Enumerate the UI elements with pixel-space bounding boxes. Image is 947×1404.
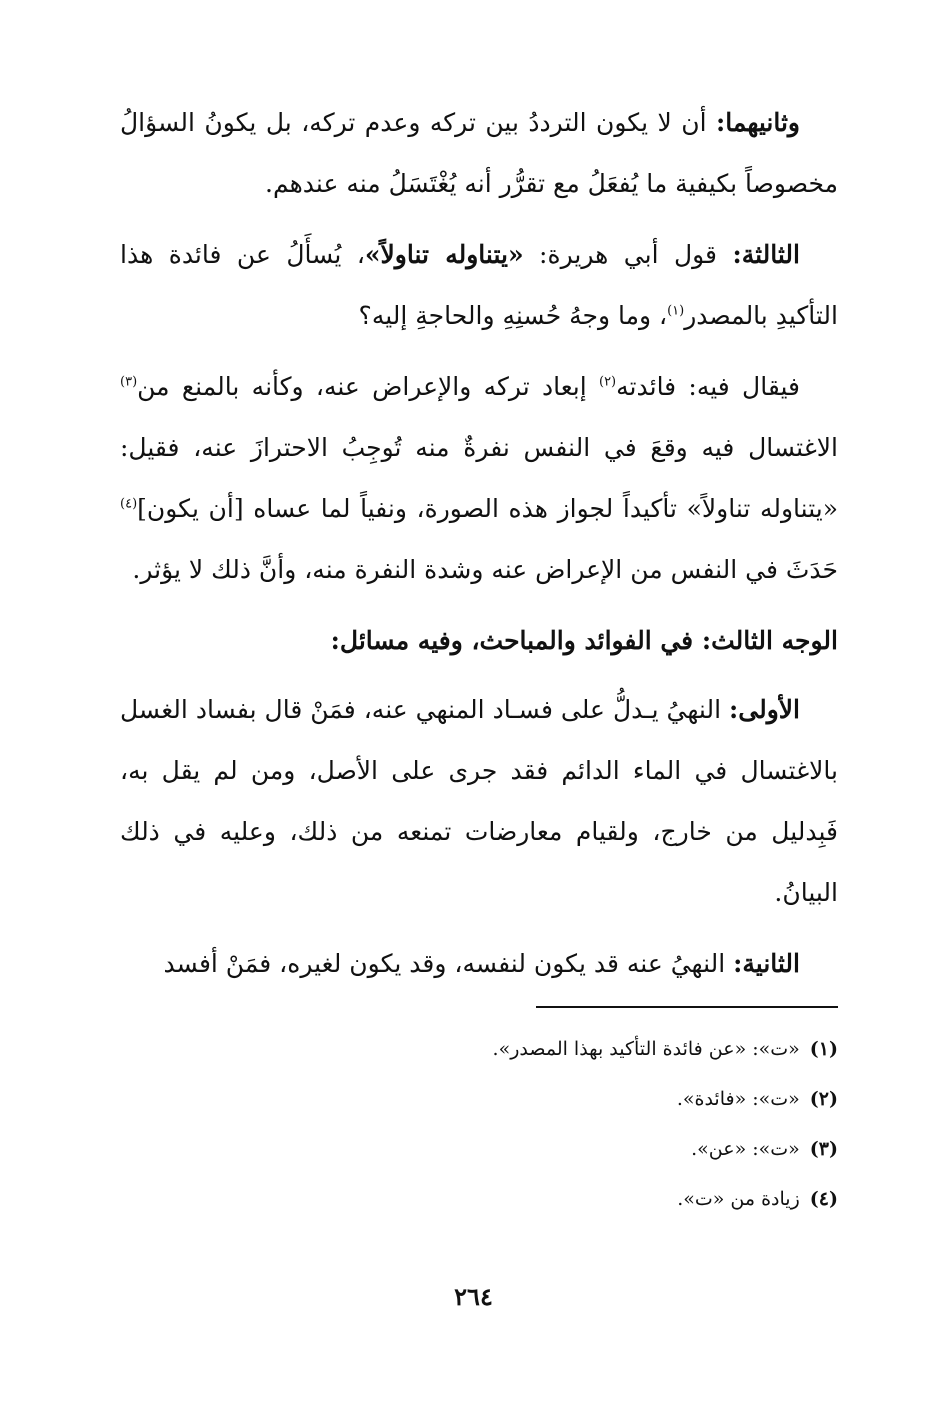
footnote-item [138, 1174, 838, 1224]
footnote-number: (٤) [809, 1188, 838, 1210]
page-number: ٢٦٤ [454, 1282, 493, 1311]
paragraph-5 [120, 933, 838, 994]
footnote-item [138, 1024, 838, 1074]
footnote-text: «ت»: «عن». [691, 1138, 800, 1160]
footnote-ref[interactable]: (٤) [120, 496, 138, 512]
paragraph-text: أن لا يكون الترددُ بين تركه وعدم تركه، بل يكونُ السؤالُ مخصوصاً بكيفية ما يُفعَلُ مع تقرُّر أنه يُغْتَسَلُ منه عندهم. [120, 108, 838, 198]
paragraph-2 [120, 224, 838, 346]
paragraph-lead: الأولى: [729, 695, 800, 724]
footnote-text: «ت»: «عن فائدة التأكيد بهذا المصدر». [492, 1038, 800, 1060]
paragraph-text: فيقال فيه: فائدته [616, 372, 800, 401]
footnote-ref[interactable]: (٣) [120, 374, 138, 390]
section-heading: الوجه الثالث: في الفوائد والمباحث، وفيه مسائل: [330, 626, 838, 655]
footnote-ref[interactable]: (١) [667, 303, 685, 319]
paragraph-text: ، يُسأَلُ عن فائدة هذا التأكيدِ بالمصدر [120, 240, 838, 330]
paragraph-3 [120, 356, 838, 600]
paragraph-text: قول أبي هريرة: [523, 240, 733, 269]
footnote-text: زيادة من «ت». [677, 1188, 800, 1210]
footnote-item [138, 1074, 838, 1124]
footnote-number: (١) [809, 1038, 838, 1060]
footnote-number: (٢) [809, 1088, 838, 1110]
paragraph-text: إبعاد تركه والإعراض عنه، وكأنه بالمنع من [137, 372, 599, 401]
paragraph-lead: الثالثة: [732, 240, 800, 269]
footnote-item [138, 1124, 838, 1174]
main-text [120, 92, 838, 1004]
paragraph-lead: وثانيهما: [716, 108, 800, 137]
quoted-hadith: «يتناوله تناولاً» [364, 240, 524, 269]
paragraph-1 [120, 92, 838, 214]
paragraph-4 [120, 679, 838, 923]
paragraph-text: النهيُ عنه قد يكون لنفسه، وقد يكون لغيره، فمَنْ أفسد [163, 949, 734, 978]
paragraph-text: النهيُ يـدلُّ على فسـاد المنهي عنه، فمَنْ قال بفساد الغسل بالاغتسال في الماء الدائم فقد جرى على الأصل، ومن لم يقل به، فَبِدليل من خارج، ولقيام معارضات تمنعه من ذلك، وعليه في ذلك البيانُ. [120, 695, 838, 907]
footnotes [138, 1024, 838, 1224]
paragraph-text: الاغتسال فيه وقعَ في النفس نفرةٌ منه تُوجِبُ الاحترازَ عنه، فقيل: «يتناوله تناولاً» تأكيداً لجواز هذه الصورة، ونفياً لما عساه [أن يكون] [120, 433, 838, 523]
footnote-number: (٣) [809, 1138, 838, 1160]
paragraph-text: حَدَثَ في النفس من الإعراض عنه وشدة النفرة منه، وأنَّ ذلك لا يؤثر. [132, 555, 838, 584]
footnote-ref[interactable]: (٢) [598, 374, 617, 390]
paragraph-lead: الثانية: [733, 949, 800, 978]
footnote-text: «ت»: «فائدة». [676, 1088, 800, 1110]
paragraph-text: ، وما وجهُ حُسنِهِ والحاجةِ إليه؟ [358, 301, 668, 330]
footnote-separator [536, 1006, 838, 1008]
